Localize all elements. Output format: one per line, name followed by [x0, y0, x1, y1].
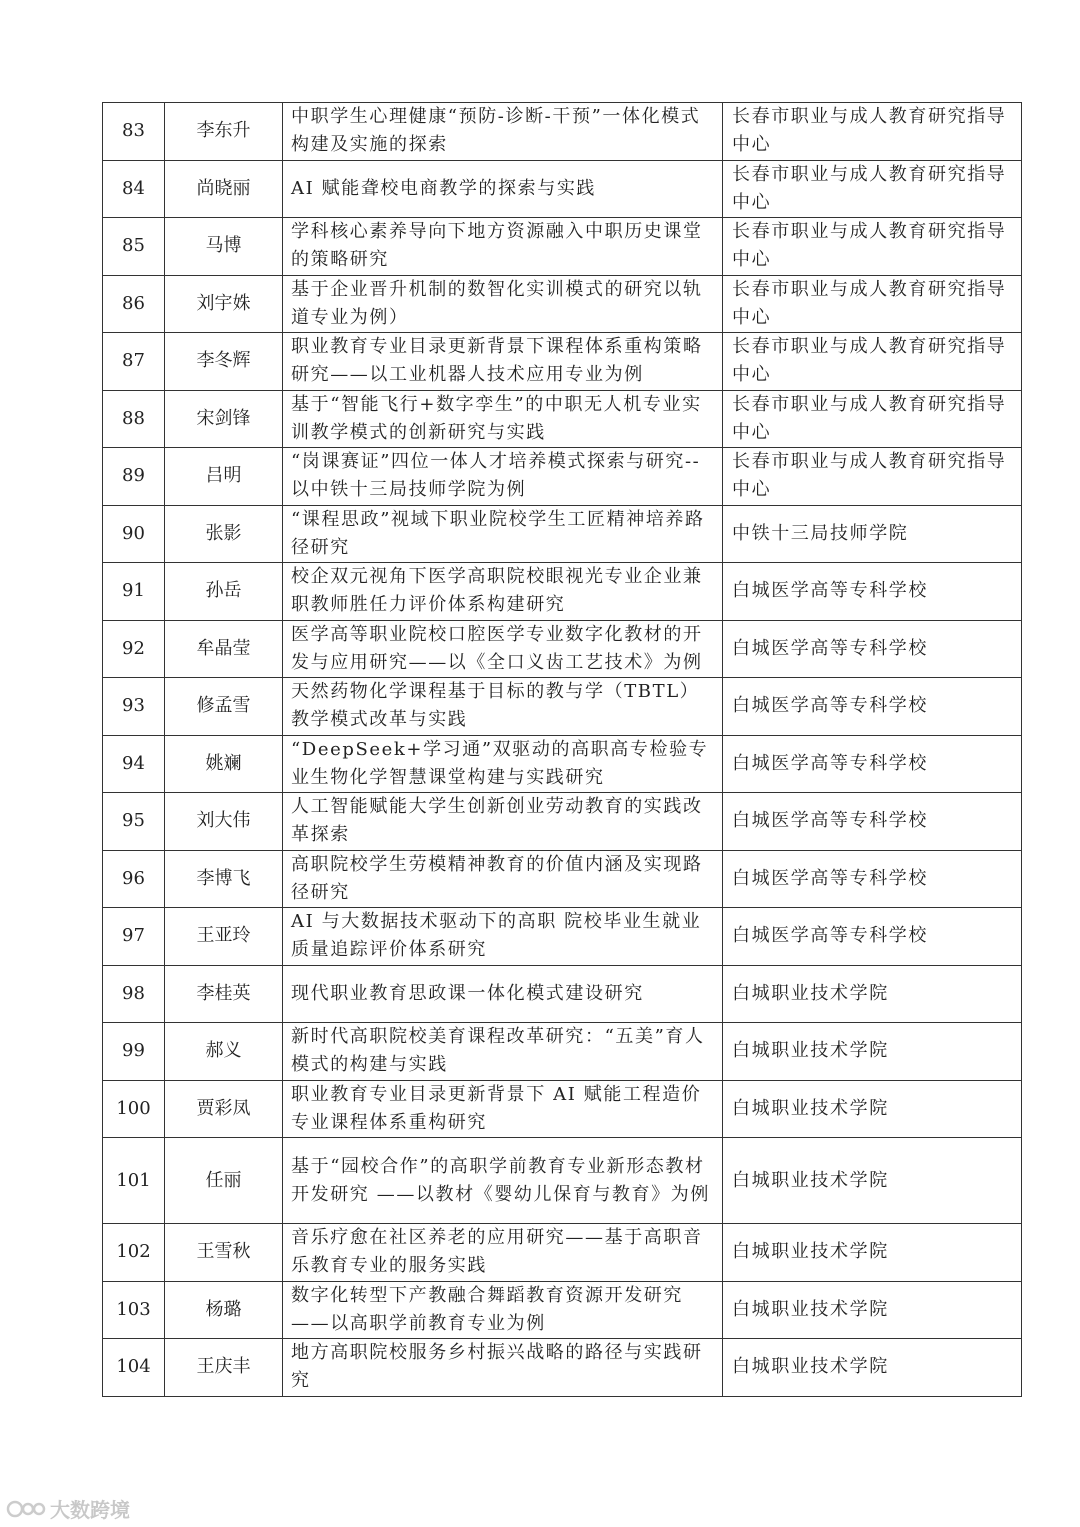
organization: 白城医学高等专科学校 — [723, 563, 1022, 621]
table-row — [103, 678, 1022, 736]
organization: 长春市职业与成人教育研究指导中心 — [723, 333, 1022, 391]
organization: 长春市职业与成人教育研究指导中心 — [723, 390, 1022, 448]
row-number: 99 — [103, 1023, 165, 1081]
organization: 白城职业技术学院 — [723, 965, 1022, 1023]
project-title: 医学高等职业院校口腔医学专业数字化教材的开发与应用研究——以《全口义齿工艺技术》为例 — [283, 620, 723, 678]
project-title: 职业教育专业目录更新背景下课程体系重构策略研究——以工业机器人技术应用专业为例 — [283, 333, 723, 391]
row-number: 92 — [103, 620, 165, 678]
table-row — [103, 333, 1022, 391]
row-number: 103 — [103, 1281, 165, 1339]
author-name: 任丽 — [165, 1138, 283, 1224]
author-name: 孙岳 — [165, 563, 283, 621]
row-number: 85 — [103, 218, 165, 276]
organization: 长春市职业与成人教育研究指导中心 — [723, 448, 1022, 506]
author-name: 李东升 — [165, 103, 283, 161]
table-row — [103, 908, 1022, 966]
table-row — [103, 793, 1022, 851]
table-row — [103, 1080, 1022, 1138]
author-name: 杨璐 — [165, 1281, 283, 1339]
row-number: 84 — [103, 160, 165, 218]
table-row — [103, 965, 1022, 1023]
row-number: 91 — [103, 563, 165, 621]
row-number: 87 — [103, 333, 165, 391]
organization: 长春市职业与成人教育研究指导中心 — [723, 160, 1022, 218]
organization: 长春市职业与成人教育研究指导中心 — [723, 275, 1022, 333]
table-row — [103, 1281, 1022, 1339]
project-title: 学科核心素养导向下地方资源融入中职历史课堂的策略研究 — [283, 218, 723, 276]
author-name: 马博 — [165, 218, 283, 276]
author-name: 李桂英 — [165, 965, 283, 1023]
table-row — [103, 160, 1022, 218]
project-title: 数字化转型下产教融合舞蹈教育资源开发研究——以高职学前教育专业为例 — [283, 1281, 723, 1339]
author-name: 吕明 — [165, 448, 283, 506]
row-number: 90 — [103, 505, 165, 563]
author-name: 贾彩凤 — [165, 1080, 283, 1138]
organization: 长春市职业与成人教育研究指导中心 — [723, 218, 1022, 276]
row-number: 94 — [103, 735, 165, 793]
row-number: 97 — [103, 908, 165, 966]
organization: 白城医学高等专科学校 — [723, 735, 1022, 793]
project-title: 职业教育专业目录更新背景下 AI 赋能工程造价专业课程体系重构研究 — [283, 1080, 723, 1138]
author-name: 李博飞 — [165, 850, 283, 908]
project-title: AI 赋能聋校电商教学的探索与实践 — [283, 160, 723, 218]
author-name: 宋剑锋 — [165, 390, 283, 448]
project-table — [102, 102, 1022, 1397]
row-number: 95 — [103, 793, 165, 851]
watermark — [6, 1494, 130, 1523]
author-name: 牟晶莹 — [165, 620, 283, 678]
project-title: 人工智能赋能大学生创新创业劳动教育的实践改革探索 — [283, 793, 723, 851]
table-row — [103, 620, 1022, 678]
table-row — [103, 1023, 1022, 1081]
organization: 白城医学高等专科学校 — [723, 908, 1022, 966]
author-name: 张影 — [165, 505, 283, 563]
author-name: 刘大伟 — [165, 793, 283, 851]
author-name: 郝义 — [165, 1023, 283, 1081]
organization: 白城职业技术学院 — [723, 1339, 1022, 1397]
organization: 白城职业技术学院 — [723, 1023, 1022, 1081]
organization: 白城医学高等专科学校 — [723, 678, 1022, 736]
organization: 白城职业技术学院 — [723, 1281, 1022, 1339]
project-title: 校企双元视角下医学高职院校眼视光专业企业兼职教师胜任力评价体系构建研究 — [283, 563, 723, 621]
table-row — [103, 275, 1022, 333]
row-number: 104 — [103, 1339, 165, 1397]
author-name: 王庆丰 — [165, 1339, 283, 1397]
organization: 白城职业技术学院 — [723, 1080, 1022, 1138]
project-title: 中职学生心理健康“预防-诊断-干预”一体化模式构建及实施的探索 — [283, 103, 723, 161]
table-row — [103, 1339, 1022, 1397]
project-title: 基于“园校合作”的高职学前教育专业新形态教材开发研究 ——以教材《婴幼儿保育与教育》为例 — [283, 1138, 723, 1224]
row-number: 101 — [103, 1138, 165, 1224]
organization: 长春市职业与成人教育研究指导中心 — [723, 103, 1022, 161]
table-row — [103, 448, 1022, 506]
table-row — [103, 390, 1022, 448]
row-number: 96 — [103, 850, 165, 908]
row-number: 86 — [103, 275, 165, 333]
organization: 白城职业技术学院 — [723, 1138, 1022, 1224]
organization: 中铁十三局技师学院 — [723, 505, 1022, 563]
project-title: 现代职业教育思政课一体化模式建设研究 — [283, 965, 723, 1023]
organization: 白城医学高等专科学校 — [723, 793, 1022, 851]
table-row — [103, 505, 1022, 563]
author-name: 李冬辉 — [165, 333, 283, 391]
table-row — [103, 103, 1022, 161]
brand-logo-icon — [6, 1498, 46, 1520]
watermark-text: 大数跨境 — [50, 1498, 130, 1522]
table-row — [103, 563, 1022, 621]
project-title: 地方高职院校服务乡村振兴战略的路径与实践研究 — [283, 1339, 723, 1397]
project-title: “岗课赛证”四位一体人才培养模式探索与研究--以中铁十三局技师学院为例 — [283, 448, 723, 506]
author-name: 刘宇姝 — [165, 275, 283, 333]
row-number: 102 — [103, 1224, 165, 1282]
table-row — [103, 1138, 1022, 1224]
project-title: 基于企业晋升机制的数智化实训模式的研究以轨道专业为例） — [283, 275, 723, 333]
author-name: 修孟雪 — [165, 678, 283, 736]
table-row — [103, 850, 1022, 908]
project-title: 新时代高职院校美育课程改革研究：“五美”育人模式的构建与实践 — [283, 1023, 723, 1081]
table-row — [103, 735, 1022, 793]
row-number: 83 — [103, 103, 165, 161]
row-number: 100 — [103, 1080, 165, 1138]
organization: 白城医学高等专科学校 — [723, 850, 1022, 908]
project-title: 高职院校学生劳模精神教育的价值内涵及实现路径研究 — [283, 850, 723, 908]
author-name: 尚晓丽 — [165, 160, 283, 218]
author-name: 王雪秋 — [165, 1224, 283, 1282]
project-title: AI 与大数据技术驱动下的高职 院校毕业生就业质量追踪评价体系研究 — [283, 908, 723, 966]
project-title: “课程思政”视域下职业院校学生工匠精神培养路径研究 — [283, 505, 723, 563]
table-row — [103, 218, 1022, 276]
project-title: 天然药物化学课程基于目标的教与学（TBTL）教学模式改革与实践 — [283, 678, 723, 736]
project-title: 基于“智能飞行+数字孪生”的中职无人机专业实训教学模式的创新研究与实践 — [283, 390, 723, 448]
project-title: 音乐疗愈在社区养老的应用研究——基于高职音乐教育专业的服务实践 — [283, 1224, 723, 1282]
project-title: “DeepSeek+学习通”双驱动的高职高专检验专业生物化学智慧课堂构建与实践研究 — [283, 735, 723, 793]
author-name: 王亚玲 — [165, 908, 283, 966]
table-row — [103, 1224, 1022, 1282]
row-number: 89 — [103, 448, 165, 506]
author-name: 姚斓 — [165, 735, 283, 793]
row-number: 93 — [103, 678, 165, 736]
row-number: 98 — [103, 965, 165, 1023]
row-number: 88 — [103, 390, 165, 448]
organization: 白城职业技术学院 — [723, 1224, 1022, 1282]
organization: 白城医学高等专科学校 — [723, 620, 1022, 678]
